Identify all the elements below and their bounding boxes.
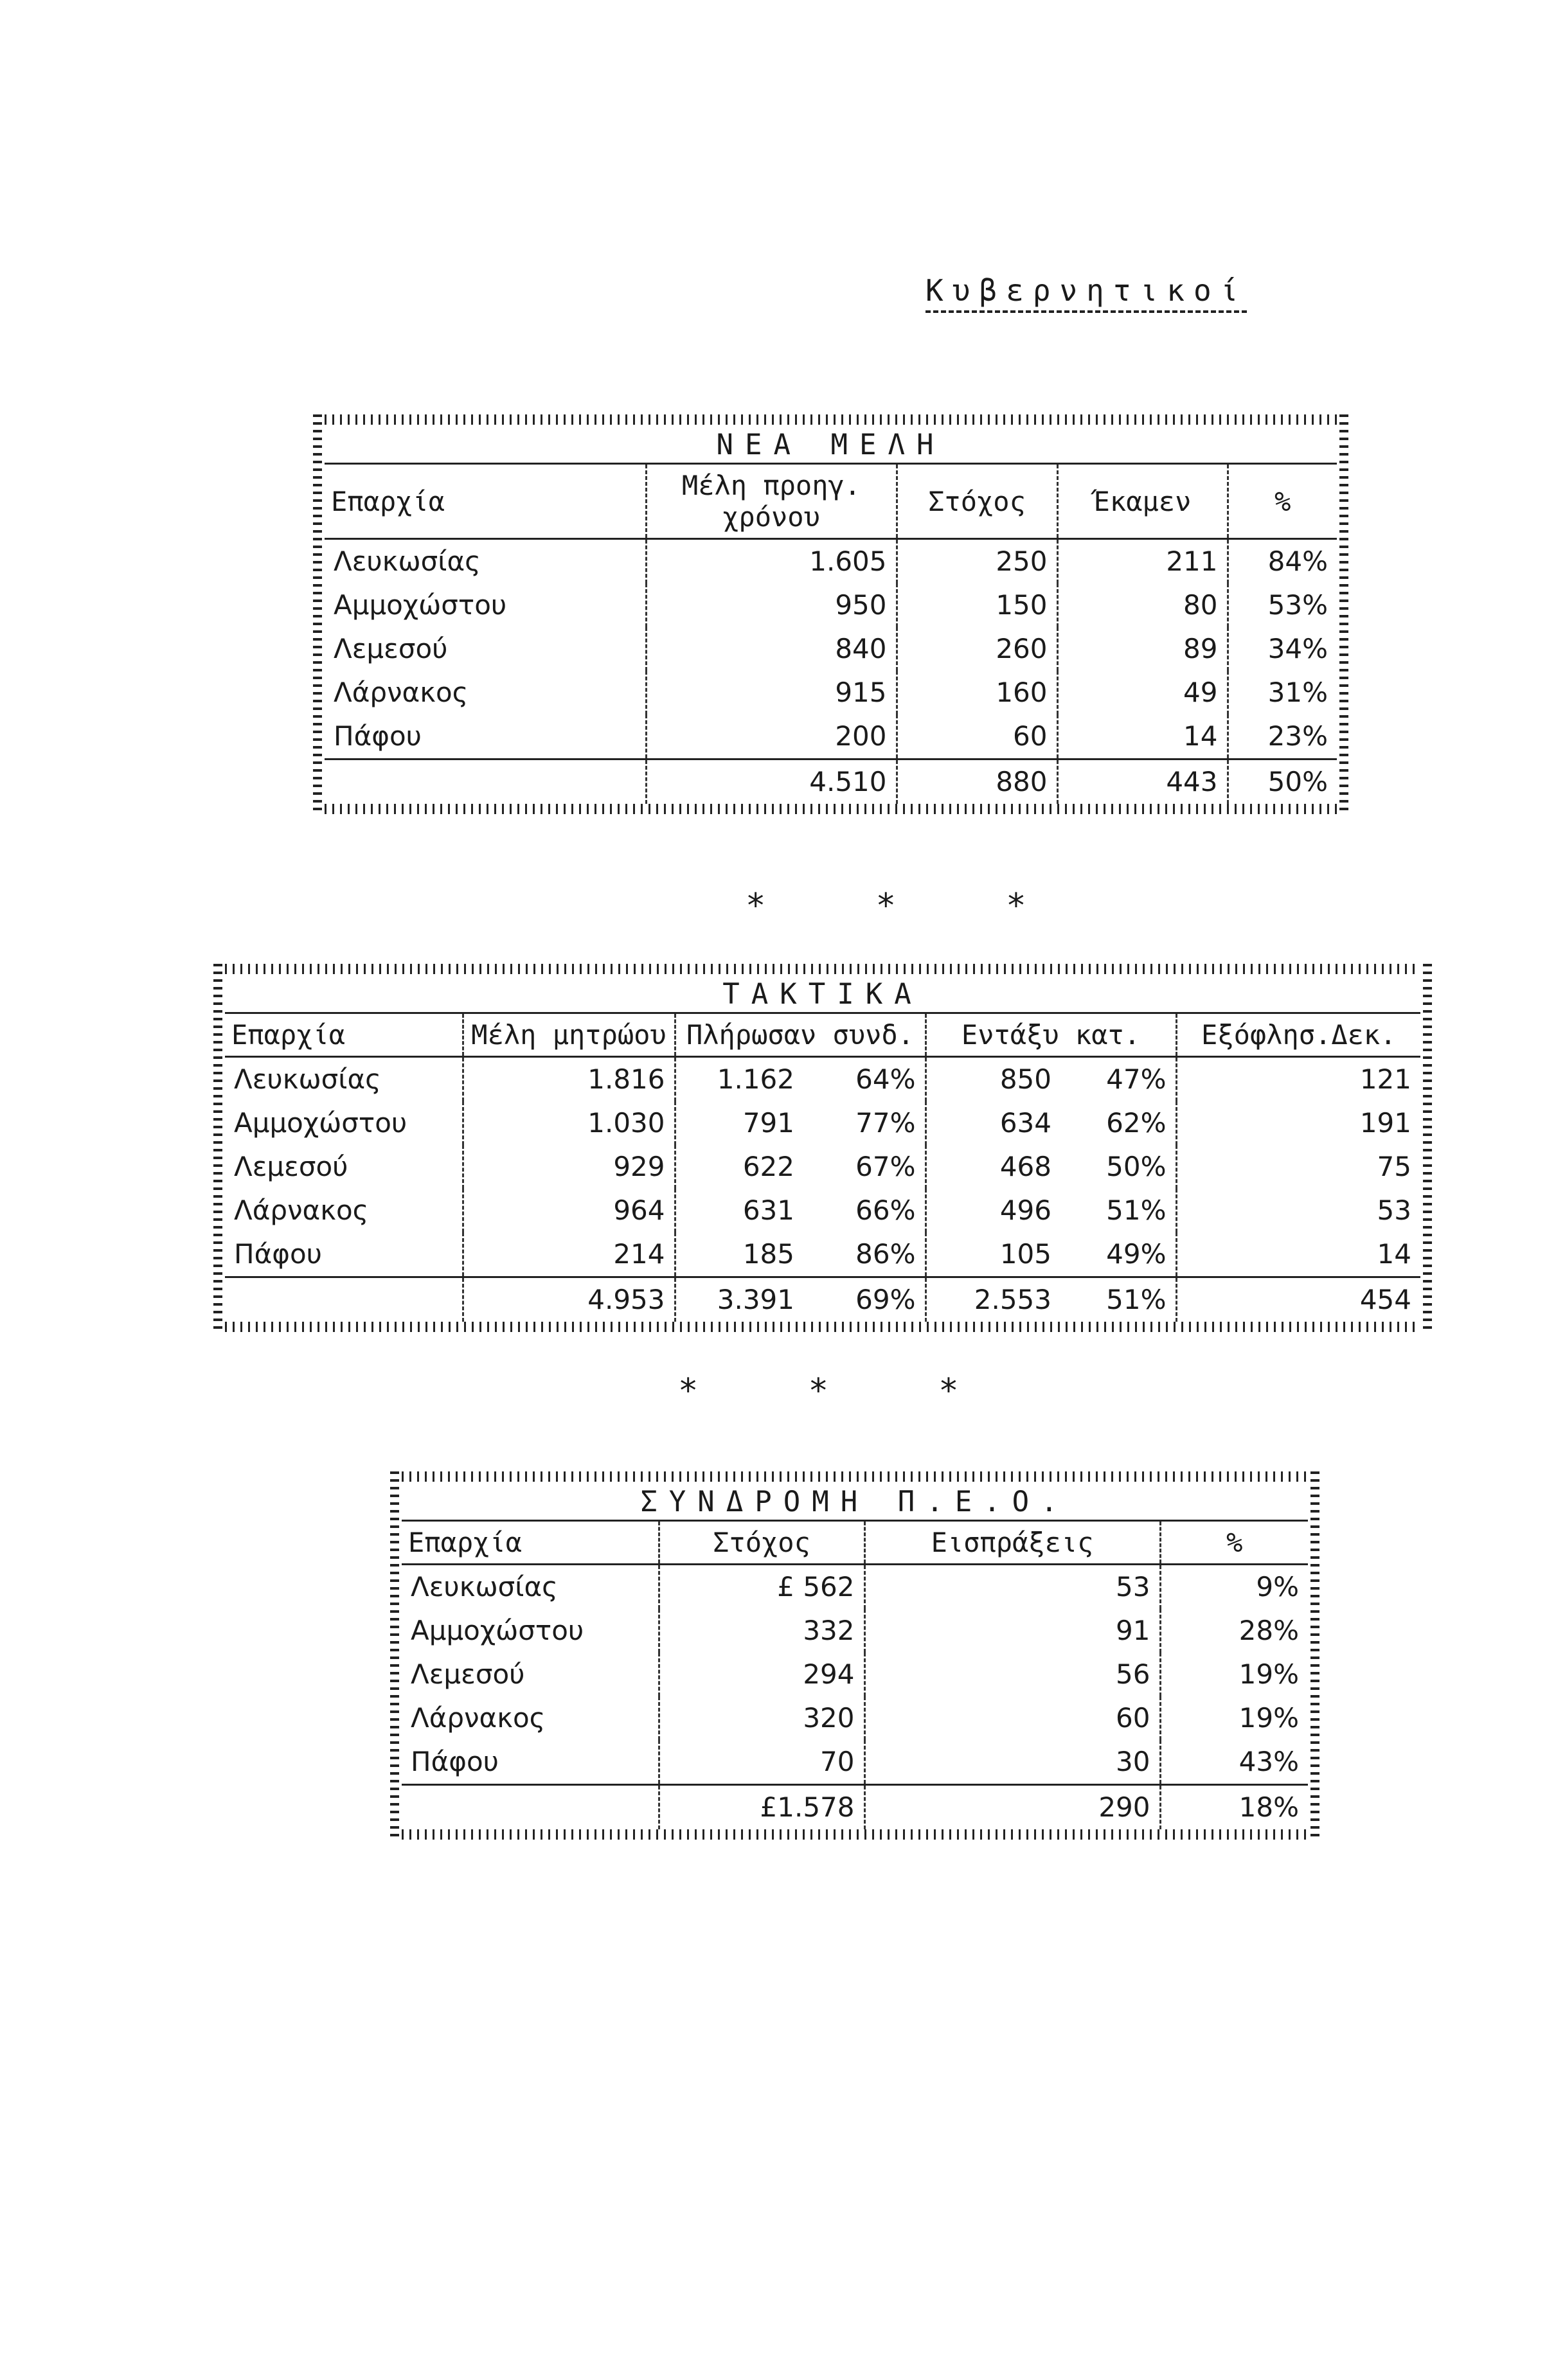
table-header-row	[225, 1014, 1420, 1057]
table-cell: 121	[1176, 1057, 1420, 1102]
total-row	[402, 1785, 1308, 1830]
table-cell: 60	[864, 1696, 1160, 1740]
table-cell: 77%	[855, 1107, 916, 1139]
column-header: Στόχος	[897, 465, 1057, 539]
table-cell: 28%	[1160, 1609, 1308, 1653]
table-cell: 191	[1176, 1101, 1420, 1145]
column-header: Επαρχία	[225, 1014, 463, 1057]
table-row	[225, 1101, 1420, 1145]
table-cell: 929	[463, 1145, 675, 1189]
table-cell: 1.030	[463, 1101, 675, 1145]
taktika-title: ΤΑΚΤΙΚΑ	[225, 974, 1420, 1014]
table-cell: 84%	[1228, 539, 1337, 584]
table-row	[225, 1232, 1420, 1277]
table-header-row	[402, 1522, 1308, 1565]
table-row	[325, 627, 1337, 671]
table-cell: 50%	[1106, 1151, 1167, 1182]
table-cell: 631	[675, 1189, 803, 1232]
table-cell: 290	[864, 1785, 1160, 1830]
table-row	[225, 1057, 1420, 1102]
row-label: Πάφου	[334, 720, 422, 752]
table-cell: 496	[926, 1189, 1060, 1232]
table-cell: 19%	[1160, 1696, 1308, 1740]
nea-meli-table	[325, 465, 1337, 804]
table-cell: 50%	[1228, 759, 1337, 804]
table-row	[225, 1145, 1420, 1189]
table-cell: 14	[1176, 1232, 1420, 1277]
page-heading: Κυβερνητικοί	[926, 273, 1247, 313]
row-label	[325, 759, 646, 804]
table-cell: 320	[659, 1696, 864, 1740]
row-label: Πάφου	[411, 1746, 499, 1777]
table-cell: 9%	[1160, 1565, 1308, 1610]
table-cell: 150	[897, 583, 1057, 627]
table-cell: 332	[659, 1609, 864, 1653]
column-header: Εξόφλησ.Δεκ.	[1176, 1014, 1420, 1057]
table-cell: 3.391	[675, 1277, 803, 1322]
row-label: Αμμοχώστου	[411, 1615, 584, 1646]
nea-meli-title: ΝΕΑ ΜΕΛΗ	[325, 425, 1337, 465]
table-cell: 31%	[1228, 671, 1337, 715]
taktika-table	[225, 1014, 1420, 1322]
row-label	[402, 1785, 659, 1830]
table-cell: 62%	[1106, 1107, 1167, 1139]
table-cell: 250	[897, 539, 1057, 584]
table-cell: 51%	[1060, 1277, 1176, 1322]
taktika-table-block	[225, 964, 1420, 1332]
table-cell: 964	[463, 1189, 675, 1232]
column-header: Επαρχία	[325, 465, 646, 539]
total-row	[225, 1277, 1420, 1322]
table-cell: 791	[675, 1101, 803, 1145]
table-row	[402, 1609, 1308, 1653]
syndromi-title: ΣΥΝΔΡΟΜΗ Π.Ε.Ο.	[402, 1482, 1308, 1522]
table-cell: 915	[646, 671, 897, 715]
table-cell: 64%	[855, 1063, 916, 1095]
table-cell: 49	[1057, 671, 1228, 715]
table-cell: 70	[659, 1740, 864, 1785]
table-cell: 34%	[1228, 627, 1337, 671]
table-cell: 53	[1176, 1189, 1420, 1232]
table-cell: 214	[463, 1232, 675, 1277]
nea-meli-table-block	[325, 414, 1337, 814]
table-cell: 4.953	[463, 1277, 675, 1322]
table-cell: 294	[659, 1653, 864, 1696]
table-cell: 634	[926, 1101, 1060, 1145]
table-row	[402, 1565, 1308, 1610]
column-header: %	[1228, 465, 1337, 539]
table-cell: 850	[926, 1057, 1060, 1102]
table-cell: 51%	[1106, 1194, 1167, 1226]
table-row	[325, 671, 1337, 715]
table-cell: 880	[897, 759, 1057, 804]
column-header: Μέλη προηγ. χρόνου	[646, 465, 897, 539]
section-separator: * * *	[678, 1372, 1004, 1410]
table-cell: 86%	[855, 1238, 916, 1270]
row-label: Αμμοχώστου	[234, 1107, 407, 1139]
table-cell: 89	[1057, 627, 1228, 671]
table-cell: 18%	[1160, 1785, 1308, 1830]
row-label: Λάρνακος	[334, 677, 469, 708]
row-label: Λευκωσίας	[334, 546, 481, 577]
table-cell: 43%	[1160, 1740, 1308, 1785]
syndromi-table-block	[402, 1471, 1308, 1840]
table-cell: 23%	[1228, 715, 1337, 759]
table-cell: 30	[864, 1740, 1160, 1785]
table-cell: 1.605	[646, 539, 897, 584]
table-cell: £ 562	[659, 1565, 864, 1610]
row-label	[225, 1277, 463, 1322]
table-cell: 80	[1057, 583, 1228, 627]
table-cell: 260	[897, 627, 1057, 671]
table-cell: 49%	[1106, 1238, 1167, 1270]
table-cell: 2.553	[926, 1277, 1060, 1322]
table-cell: 53	[864, 1565, 1160, 1610]
row-label: Λεμεσού	[411, 1658, 525, 1690]
table-cell: 69%	[803, 1277, 926, 1322]
column-header: Επαρχία	[402, 1522, 659, 1565]
row-label: Λεμεσού	[234, 1151, 348, 1182]
table-row	[225, 1189, 1420, 1232]
table-cell: 75	[1176, 1145, 1420, 1189]
syndromi-table	[402, 1522, 1308, 1829]
column-header: %	[1160, 1522, 1308, 1565]
table-cell: 950	[646, 583, 897, 627]
table-cell: 443	[1057, 759, 1228, 804]
table-cell: 53%	[1228, 583, 1337, 627]
row-label: Αμμοχώστου	[334, 589, 507, 621]
table-cell: 56	[864, 1653, 1160, 1696]
table-row	[402, 1653, 1308, 1696]
table-header-row	[325, 465, 1337, 539]
table-cell: 622	[675, 1145, 803, 1189]
table-cell: 19%	[1160, 1653, 1308, 1696]
total-row	[325, 759, 1337, 804]
table-row	[325, 539, 1337, 584]
table-cell: 14	[1057, 715, 1228, 759]
table-cell: 66%	[855, 1194, 916, 1226]
table-cell: 211	[1057, 539, 1228, 584]
table-row	[402, 1740, 1308, 1785]
column-header: Εισπράξεις	[864, 1522, 1160, 1565]
table-cell: £1.578	[659, 1785, 864, 1830]
row-label: Λάρνακος	[411, 1702, 546, 1734]
table-row	[325, 583, 1337, 627]
table-cell: 185	[675, 1232, 803, 1277]
section-separator: * * *	[746, 887, 1071, 925]
table-cell: 47%	[1106, 1063, 1167, 1095]
table-row	[325, 715, 1337, 759]
row-label: Λευκωσίας	[234, 1063, 381, 1095]
table-cell: 1.816	[463, 1057, 675, 1102]
table-row	[402, 1696, 1308, 1740]
table-cell: 468	[926, 1145, 1060, 1189]
column-header: Πλήρωσαν συνδ.	[675, 1014, 926, 1057]
table-cell: 160	[897, 671, 1057, 715]
column-header: Μέλη μητρώου	[463, 1014, 675, 1057]
row-label: Λάρνακος	[234, 1194, 369, 1226]
table-cell: 67%	[855, 1151, 916, 1182]
table-cell: 4.510	[646, 759, 897, 804]
table-cell: 454	[1176, 1277, 1420, 1322]
column-header: Στόχος	[659, 1522, 864, 1565]
row-label: Λευκωσίας	[411, 1571, 558, 1603]
table-cell: 105	[926, 1232, 1060, 1277]
table-cell: 840	[646, 627, 897, 671]
table-cell: 91	[864, 1609, 1160, 1653]
column-header: Έκαμεν	[1057, 465, 1228, 539]
row-label: Πάφου	[234, 1238, 322, 1270]
column-header: Εντάξυ κατ.	[926, 1014, 1176, 1057]
table-cell: 200	[646, 715, 897, 759]
table-cell: 1.162	[675, 1057, 803, 1102]
row-label: Λεμεσού	[334, 633, 448, 664]
table-cell: 60	[897, 715, 1057, 759]
